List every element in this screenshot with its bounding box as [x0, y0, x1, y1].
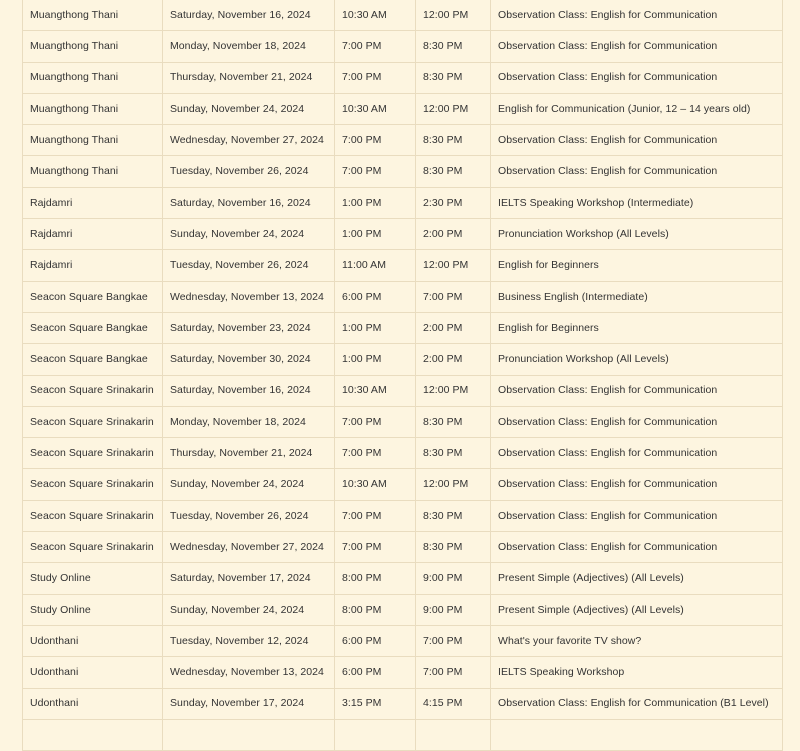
table-row — [23, 250, 783, 281]
cell-end-time: 12:00 PM — [416, 0, 491, 31]
cell-class-name: Present Simple (Adjectives) (All Levels) — [491, 594, 783, 625]
cell-location: Muangthong Thani — [23, 93, 163, 124]
cell-location: Study Online — [23, 594, 163, 625]
cell-location: Rajdamri — [23, 187, 163, 218]
cell-start-time: 7:00 PM — [335, 125, 416, 156]
cell-date: Wednesday, November 27, 2024 — [163, 532, 335, 563]
cell-date: Tuesday, November 12, 2024 — [163, 625, 335, 656]
cell-start-time: 3:15 PM — [335, 688, 416, 719]
cell-end-time: 8:30 PM — [416, 500, 491, 531]
cell-location: Muangthong Thani — [23, 156, 163, 187]
cell-class-name: Business English (Intermediate) — [491, 281, 783, 312]
cell-start-time: 1:00 PM — [335, 344, 416, 375]
cell-class-name: Present Simple (Adjectives) (All Levels) — [491, 563, 783, 594]
table-row — [23, 93, 783, 124]
cell-end-time: 8:30 PM — [416, 406, 491, 437]
cell-location: Rajdamri — [23, 250, 163, 281]
table-row — [23, 469, 783, 500]
cell-location: Seacon Square Bangkae — [23, 312, 163, 343]
cell-class-name: English for Communication (Junior, 12 – 14 years old) — [491, 93, 783, 124]
cell-class-name: IELTS Speaking Workshop — [491, 657, 783, 688]
cell-end-time: 7:00 PM — [416, 657, 491, 688]
cell-start-time: 8:00 PM — [335, 594, 416, 625]
table-row — [23, 406, 783, 437]
cell-start-time: 7:00 PM — [335, 532, 416, 563]
cell-class-name: What's your favorite TV show? — [491, 625, 783, 656]
cell-end-time: 7:00 PM — [416, 281, 491, 312]
cell-location: Seacon Square Srinakarin — [23, 469, 163, 500]
cell-start-time: 6:00 PM — [335, 281, 416, 312]
table-row — [23, 438, 783, 469]
cell-date: Wednesday, November 13, 2024 — [163, 657, 335, 688]
cell-class-name — [491, 719, 783, 750]
schedule-table — [22, 0, 783, 751]
table-row — [23, 281, 783, 312]
cell-start-time: 6:00 PM — [335, 657, 416, 688]
table-row — [23, 344, 783, 375]
cell-date: Wednesday, November 27, 2024 — [163, 125, 335, 156]
cell-start-time: 1:00 PM — [335, 219, 416, 250]
cell-location: Seacon Square Srinakarin — [23, 406, 163, 437]
cell-start-time: 1:00 PM — [335, 312, 416, 343]
cell-date: Thursday, November 21, 2024 — [163, 438, 335, 469]
cell-date: Sunday, November 24, 2024 — [163, 469, 335, 500]
cell-start-time: 7:00 PM — [335, 438, 416, 469]
cell-start-time — [335, 719, 416, 750]
cell-date: Sunday, November 24, 2024 — [163, 219, 335, 250]
cell-location: Muangthong Thani — [23, 125, 163, 156]
cell-class-name: Observation Class: English for Communication — [491, 500, 783, 531]
cell-date: Monday, November 18, 2024 — [163, 31, 335, 62]
cell-start-time: 10:30 AM — [335, 375, 416, 406]
cell-end-time: 12:00 PM — [416, 93, 491, 124]
cell-class-name: Observation Class: English for Communication — [491, 0, 783, 31]
table-row — [23, 532, 783, 563]
cell-class-name: Pronunciation Workshop (All Levels) — [491, 219, 783, 250]
cell-date: Tuesday, November 26, 2024 — [163, 500, 335, 531]
cell-location: Udonthani — [23, 688, 163, 719]
cell-location: Muangthong Thani — [23, 31, 163, 62]
cell-class-name: English for Beginners — [491, 312, 783, 343]
cell-location: Seacon Square Srinakarin — [23, 500, 163, 531]
cell-end-time: 9:00 PM — [416, 594, 491, 625]
schedule-table-body — [23, 0, 783, 751]
table-row — [23, 125, 783, 156]
cell-start-time: 10:30 AM — [335, 93, 416, 124]
cell-start-time: 6:00 PM — [335, 625, 416, 656]
table-row — [23, 625, 783, 656]
cell-location: Udonthani — [23, 625, 163, 656]
cell-location: Seacon Square Srinakarin — [23, 375, 163, 406]
cell-class-name: Observation Class: English for Communication — [491, 375, 783, 406]
table-row — [23, 312, 783, 343]
cell-end-time: 12:00 PM — [416, 469, 491, 500]
cell-class-name: Observation Class: English for Communication — [491, 469, 783, 500]
table-row — [23, 156, 783, 187]
cell-location: Udonthani — [23, 657, 163, 688]
cell-class-name: Observation Class: English for Communication — [491, 125, 783, 156]
table-row — [23, 187, 783, 218]
cell-date: Thursday, November 21, 2024 — [163, 62, 335, 93]
cell-location: Rajdamri — [23, 219, 163, 250]
cell-start-time: 1:00 PM — [335, 187, 416, 218]
cell-class-name: English for Beginners — [491, 250, 783, 281]
table-row — [23, 563, 783, 594]
table-row — [23, 62, 783, 93]
cell-date: Sunday, November 24, 2024 — [163, 93, 335, 124]
cell-class-name: Observation Class: English for Communication (B1 Level) — [491, 688, 783, 719]
cell-end-time: 4:15 PM — [416, 688, 491, 719]
table-row — [23, 219, 783, 250]
table-row — [23, 375, 783, 406]
schedule-table-container — [22, 0, 782, 751]
cell-start-time: 11:00 AM — [335, 250, 416, 281]
cell-class-name: Observation Class: English for Communication — [491, 156, 783, 187]
table-row — [23, 594, 783, 625]
cell-date: Tuesday, November 26, 2024 — [163, 156, 335, 187]
cell-class-name: Observation Class: English for Communication — [491, 438, 783, 469]
table-row — [23, 500, 783, 531]
cell-start-time: 8:00 PM — [335, 563, 416, 594]
cell-date: Saturday, November 16, 2024 — [163, 375, 335, 406]
cell-date: Saturday, November 17, 2024 — [163, 563, 335, 594]
cell-start-time: 7:00 PM — [335, 156, 416, 187]
cell-end-time: 9:00 PM — [416, 563, 491, 594]
cell-end-time: 7:00 PM — [416, 625, 491, 656]
cell-class-name: IELTS Speaking Workshop (Intermediate) — [491, 187, 783, 218]
cell-class-name: Observation Class: English for Communication — [491, 62, 783, 93]
cell-end-time: 2:00 PM — [416, 344, 491, 375]
cell-end-time: 2:00 PM — [416, 312, 491, 343]
cell-end-time: 12:00 PM — [416, 250, 491, 281]
cell-date: Saturday, November 16, 2024 — [163, 0, 335, 31]
table-row — [23, 719, 783, 750]
cell-start-time: 10:30 AM — [335, 469, 416, 500]
cell-location: Muangthong Thani — [23, 62, 163, 93]
cell-date — [163, 719, 335, 750]
table-row — [23, 657, 783, 688]
cell-end-time: 8:30 PM — [416, 438, 491, 469]
cell-date: Monday, November 18, 2024 — [163, 406, 335, 437]
cell-end-time: 12:00 PM — [416, 375, 491, 406]
cell-date: Wednesday, November 13, 2024 — [163, 281, 335, 312]
cell-class-name: Observation Class: English for Communication — [491, 532, 783, 563]
table-row — [23, 688, 783, 719]
cell-end-time: 8:30 PM — [416, 31, 491, 62]
cell-location: Muangthong Thani — [23, 0, 163, 31]
cell-date: Saturday, November 23, 2024 — [163, 312, 335, 343]
cell-start-time: 7:00 PM — [335, 62, 416, 93]
cell-location: Seacon Square Srinakarin — [23, 532, 163, 563]
cell-date: Sunday, November 24, 2024 — [163, 594, 335, 625]
cell-start-time: 10:30 AM — [335, 0, 416, 31]
cell-end-time: 2:00 PM — [416, 219, 491, 250]
cell-start-time: 7:00 PM — [335, 500, 416, 531]
cell-location: Seacon Square Bangkae — [23, 344, 163, 375]
cell-location — [23, 719, 163, 750]
cell-end-time: 8:30 PM — [416, 532, 491, 563]
cell-date: Saturday, November 30, 2024 — [163, 344, 335, 375]
cell-end-time: 8:30 PM — [416, 125, 491, 156]
table-row — [23, 0, 783, 31]
cell-location: Seacon Square Bangkae — [23, 281, 163, 312]
cell-location: Study Online — [23, 563, 163, 594]
cell-date: Saturday, November 16, 2024 — [163, 187, 335, 218]
cell-end-time: 8:30 PM — [416, 62, 491, 93]
table-row — [23, 31, 783, 62]
cell-class-name: Observation Class: English for Communication — [491, 406, 783, 437]
cell-date: Tuesday, November 26, 2024 — [163, 250, 335, 281]
cell-class-name: Observation Class: English for Communication — [491, 31, 783, 62]
cell-date: Sunday, November 17, 2024 — [163, 688, 335, 719]
cell-start-time: 7:00 PM — [335, 31, 416, 62]
cell-end-time: 8:30 PM — [416, 156, 491, 187]
cell-end-time: 2:30 PM — [416, 187, 491, 218]
cell-start-time: 7:00 PM — [335, 406, 416, 437]
cell-location: Seacon Square Srinakarin — [23, 438, 163, 469]
cell-class-name: Pronunciation Workshop (All Levels) — [491, 344, 783, 375]
cell-end-time — [416, 719, 491, 750]
